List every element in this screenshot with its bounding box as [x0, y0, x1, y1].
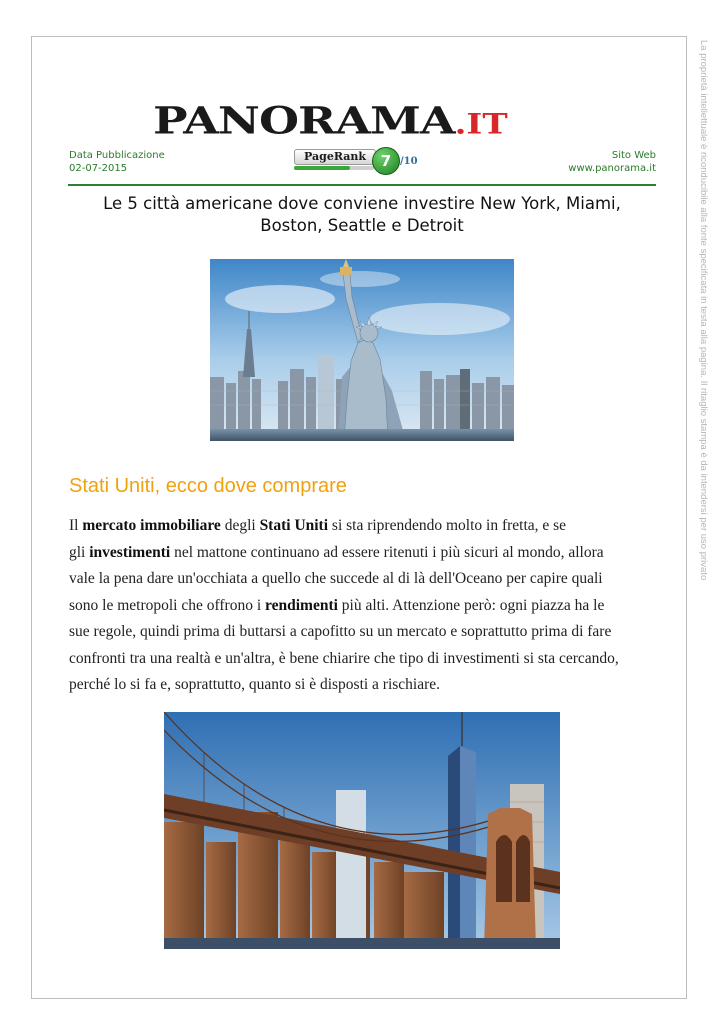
- pagerank-max: /10: [400, 156, 418, 167]
- body-text-run: degli: [220, 517, 260, 534]
- brooklyn-bridge-photo: [164, 712, 560, 949]
- headline-line-2: Boston, Seattle e Detroit: [260, 216, 464, 235]
- body-line: [69, 672, 669, 699]
- bold-keyword: investimenti: [89, 543, 171, 561]
- body-text-run: sono le metropoli che offrono i: [69, 596, 266, 614]
- article-headline: [68, 193, 656, 237]
- body-line: [69, 593, 669, 620]
- pagerank-bar-fill: [294, 166, 350, 170]
- panorama-logo: [153, 98, 567, 143]
- header-divider: [68, 184, 656, 186]
- bold-keyword: Stati Uniti: [259, 517, 329, 534]
- body-line: [69, 619, 669, 646]
- copyright-side-note: La proprietà intellettuale è riconducibile alla fonte specificata in testa alla pagina. Il ritaglio stampa è da intendersi per uso privato: [698, 40, 709, 581]
- body-text-run: nel mattone continuano ad essere ritenuti i più sicuri al mondo, allora: [170, 543, 604, 561]
- body-line: [69, 513, 669, 540]
- publication-date-value: 02-07-2015: [69, 162, 128, 174]
- logo-suffix-text: .IT: [454, 108, 508, 141]
- body-text-run: sue regole, quindi prima di buttarsi a capofitto su un mercato e soprattutto prima di fare: [69, 623, 612, 640]
- article-body: [69, 513, 669, 699]
- statue-of-liberty-photo: [210, 259, 514, 441]
- bold-keyword: rendimenti: [265, 596, 338, 614]
- publication-date-block: [69, 150, 165, 175]
- body-line: [69, 646, 669, 673]
- body-text-run: più alti. Attenzione però: ogni piazza ha le: [337, 596, 605, 614]
- pagerank-badge: [294, 147, 422, 173]
- body-line: [69, 540, 669, 567]
- website-block: [568, 150, 656, 175]
- bold-keyword: mercato immobiliare: [82, 517, 221, 534]
- pagerank-label: PageRank: [294, 149, 376, 165]
- body-text-run: si sta riprendendo molto in fretta, e se: [328, 517, 567, 534]
- body-text-run: gli: [69, 543, 90, 561]
- website-url[interactable]: www.panorama.it: [568, 162, 656, 174]
- pagerank-value: 7: [372, 147, 400, 175]
- body-text-run: confronti tra una realtà e un'altra, è bene chiarire che tipo di investimenti si sta cercando,: [69, 649, 619, 667]
- publication-date-label: Data Pubblicazione: [69, 150, 165, 161]
- headline-line-1: Le 5 città americane dove conviene investire New York, Miami,: [103, 194, 621, 213]
- logo-main-text: PANORAMA: [153, 98, 455, 143]
- body-text-run: Il: [69, 517, 83, 534]
- body-line: [69, 566, 669, 593]
- section-title: Stati Uniti, ecco dove comprare: [69, 475, 347, 497]
- pagerank-bar: [294, 166, 374, 170]
- website-label: Sito Web: [611, 150, 656, 161]
- body-text-run: perché lo si fa e, soprattutto, quanto si è disposti a rischiare.: [69, 676, 441, 693]
- body-text-run: vale la pena dare un'occhiata a quello che succede al di là dell'Oceano per capire quali: [69, 570, 603, 587]
